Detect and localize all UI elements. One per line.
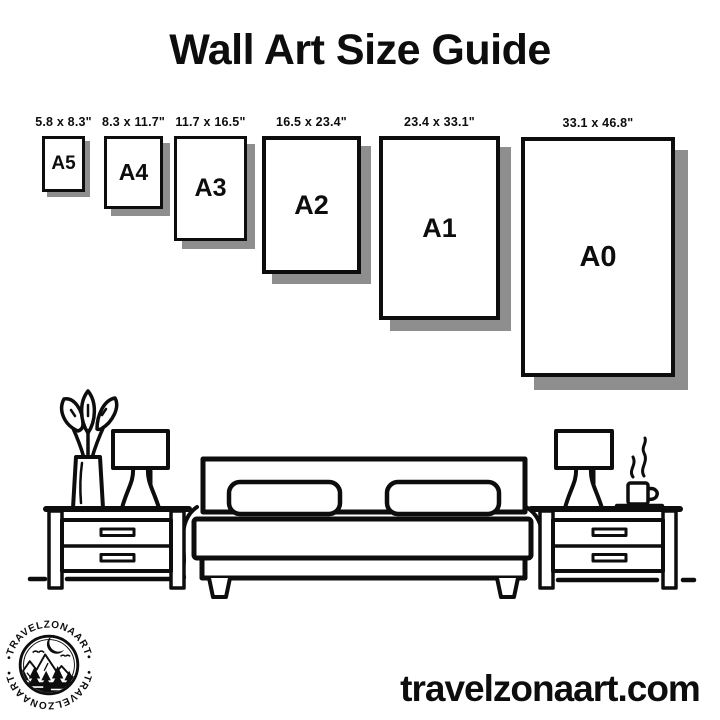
lamp-shade (556, 431, 612, 468)
lamp-base (122, 468, 159, 508)
duvet (194, 519, 531, 558)
paper-size-label-a2: A2 (294, 189, 329, 220)
leaf-right (97, 398, 117, 429)
potted-plant (62, 391, 117, 508)
lamp-shade (113, 431, 168, 468)
website-url: travelzonaart.com (400, 668, 700, 709)
pillow-left (229, 482, 340, 514)
coffee-cup (617, 438, 662, 506)
paper-size-label-a0: A0 (579, 240, 617, 273)
dimension-label-a0: 33.1 x 46.8" (562, 116, 634, 130)
paper-frame-a0 (521, 137, 675, 377)
table-lamp-left (113, 431, 168, 508)
steam-line (643, 438, 646, 476)
nightstand-right (531, 509, 680, 588)
bed-illustration (182, 459, 547, 597)
paper-frame-a1 (379, 136, 500, 320)
dimension-label-a3: 11.7 x 16.5" (175, 115, 246, 129)
cup-body (628, 483, 648, 504)
paper-frame-a5 (42, 136, 85, 192)
logo-arc-text-bottom: •TRAVELZONAART• (3, 669, 95, 711)
bed-base (202, 558, 525, 578)
brand-logo (1, 617, 97, 713)
dimension-label-a1: 23.4 x 33.1" (404, 115, 475, 129)
vase (73, 457, 103, 508)
paper-size-label-a4: A4 (118, 159, 149, 185)
lamp-base (565, 468, 602, 508)
bird-icon (61, 655, 71, 656)
nightstand-left (46, 509, 189, 588)
steam-line (631, 457, 634, 477)
bedroom-illustration (0, 385, 720, 615)
paper-size-label-a1: A1 (422, 212, 457, 243)
paper-size-label-a5: A5 (51, 153, 76, 174)
pillow-right (387, 482, 499, 514)
logo-arc-text-top: •TRAVELZONAART• (3, 619, 95, 661)
table-lamp-right (556, 431, 612, 508)
page-title: Wall Art Size Guide (169, 26, 551, 74)
dimension-label-a5: 5.8 x 8.3" (35, 115, 92, 129)
bed-foot-left (209, 578, 230, 597)
paper-frame-a4 (104, 136, 163, 209)
paper-size-label-a3: A3 (194, 174, 227, 202)
leaf-left (62, 399, 83, 431)
paper-frame-a2 (262, 136, 361, 274)
dimension-label-a4: 8.3 x 11.7" (101, 115, 166, 129)
bed-foot-right (497, 578, 518, 597)
dimension-label-a2: 16.5 x 23.4" (276, 115, 347, 129)
paper-frame-a3 (174, 136, 247, 241)
